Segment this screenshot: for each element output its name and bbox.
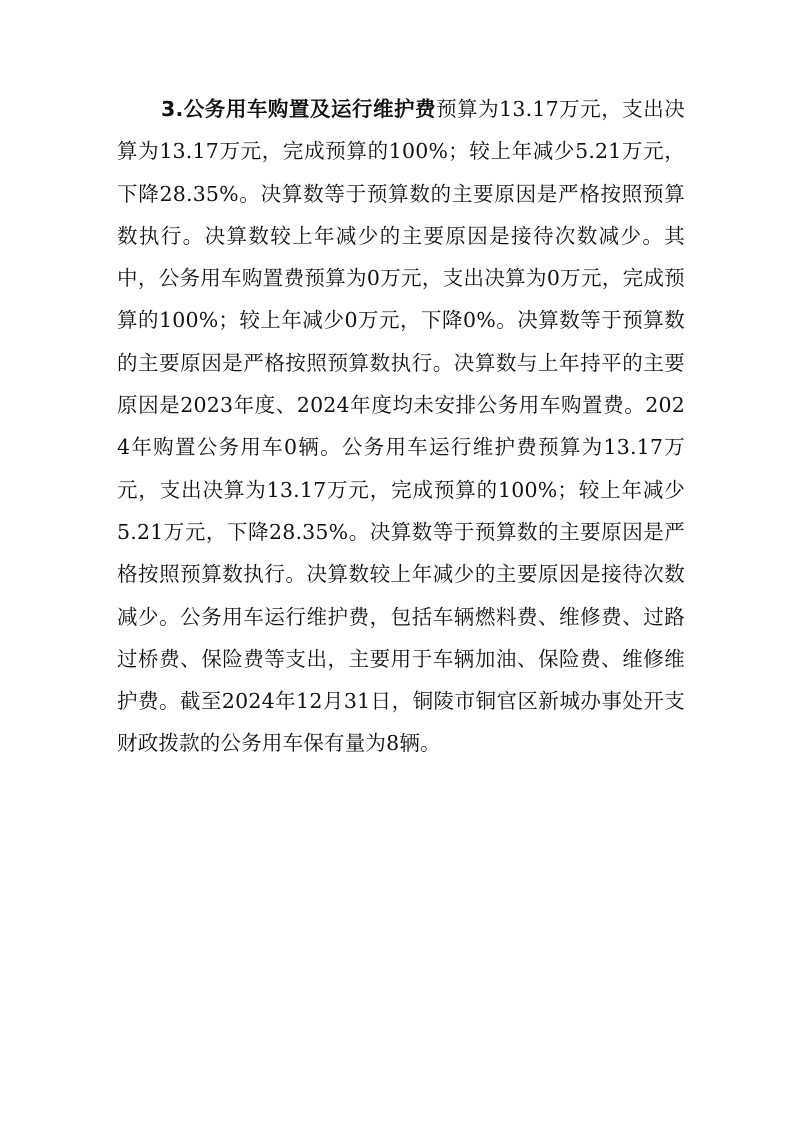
document-content xyxy=(117,88,685,765)
paragraph-text: 预算为13.17万元，支出决算为13.17万元，完成预算的100%；较上年减少5.21万元，下降28.35%。决算数等于预算数的主要原因是严格按照预算数执行。决算数较上年减少的主要原因是接待次数减少。其中，公务用车购置费预算为0万元，支出决算为0万元，完成预算的100%；较上年减少0万元，下降0%。决算数等于预算数的主要原因是严格按照预算数执行。决算数与上年持平的主要原因是2023年度、2024年度均未安排公务用车购置费。2024年购置公务用车0辆。公务用车运行维护费预算为13.17万元，支出决算为13.17万元，完成预算的100%；较上年减少5.21万元，下降28.35%。决算数等于预算数的主要原因是严格按照预算数执行。决算数较上年减少的主要原因是接待次数减少。公务用车运行维护费，包括车辆燃料费、维修费、过路过桥费、保险费等支出，主要用于车辆加油、保险费、维修维护费。截至2024年12月31日，铜陵市铜官区新城办事处开支财政拨款的公务用车保有量为8辆。 xyxy=(117,97,685,756)
section-heading: 3.公务用车购置及运行维护费 xyxy=(161,97,437,121)
body-paragraph xyxy=(117,88,685,765)
